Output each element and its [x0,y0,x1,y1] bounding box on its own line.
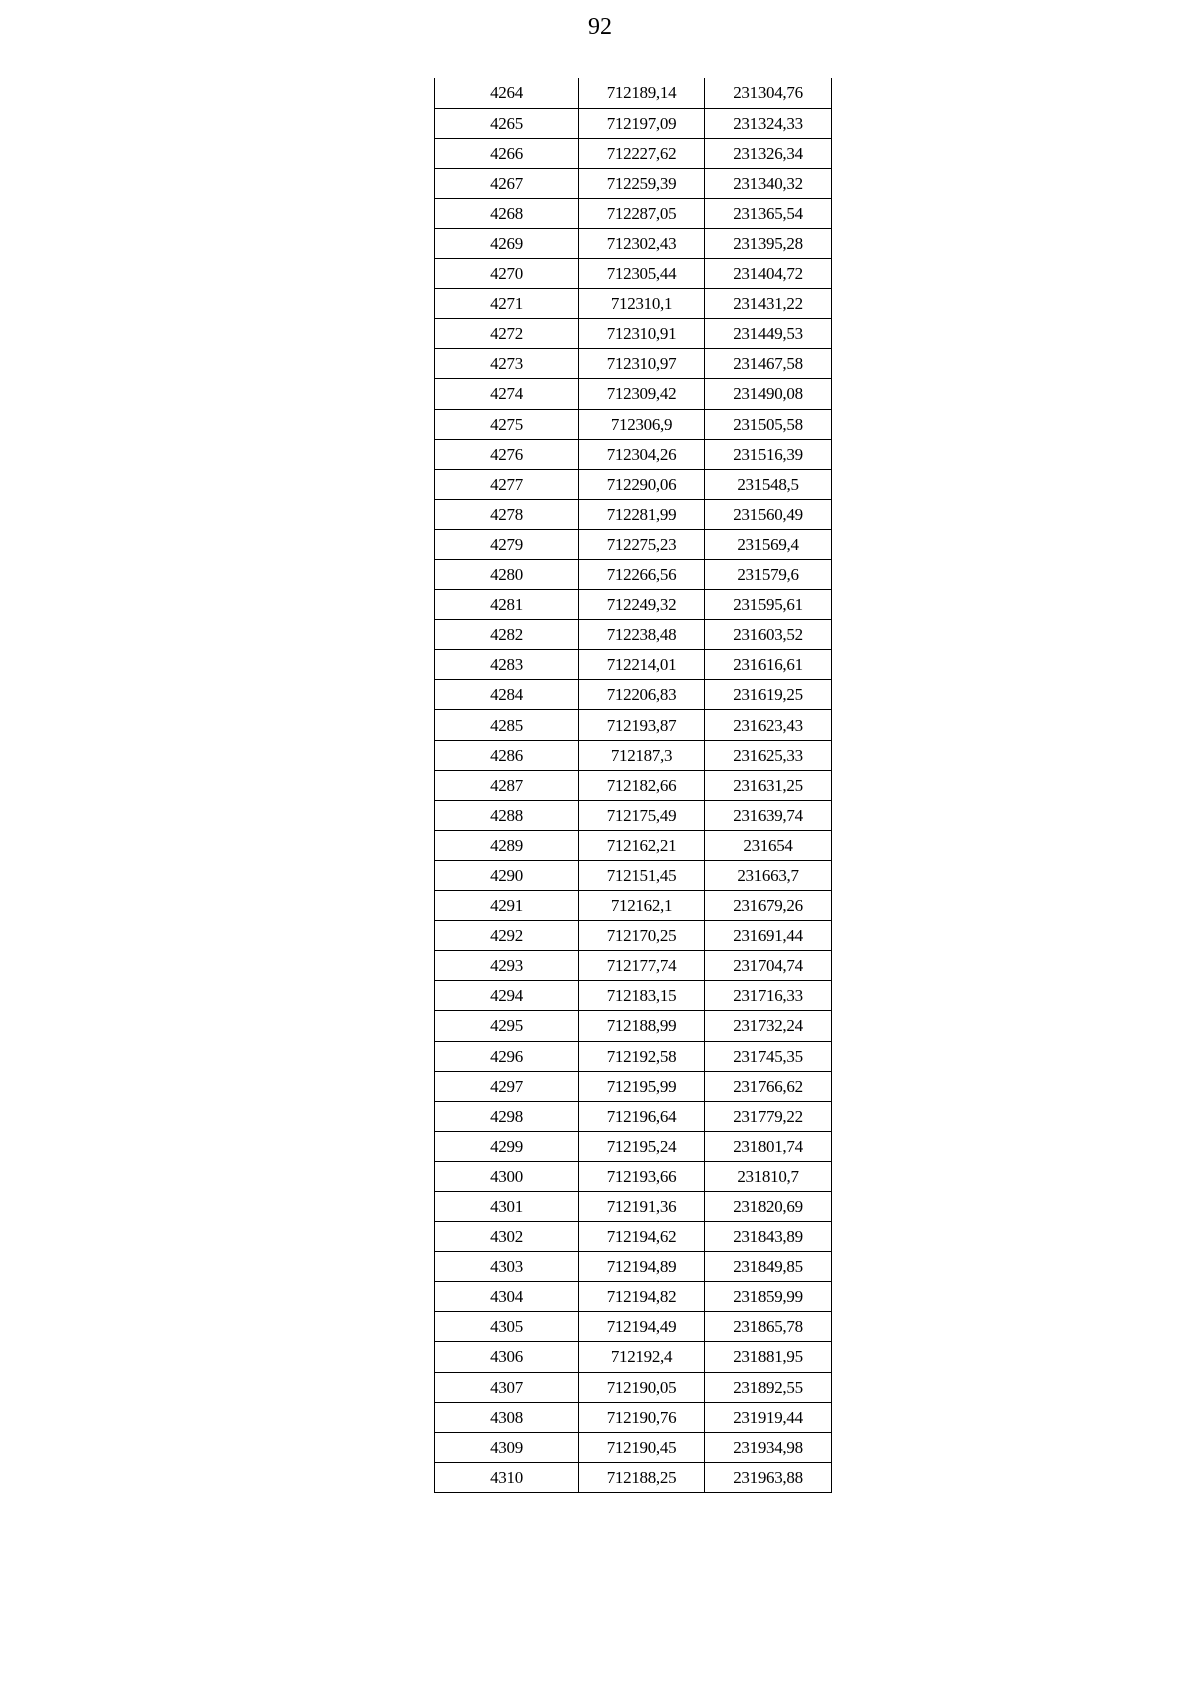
point-number-cell: 4296 [435,1041,579,1071]
table-row [435,259,832,289]
x-coordinate-cell: 712194,49 [579,1312,705,1342]
table-row [435,1282,832,1312]
table-row [435,499,832,529]
x-coordinate-cell: 712162,21 [579,830,705,860]
point-number-cell: 4288 [435,800,579,830]
point-number-cell: 4299 [435,1131,579,1161]
y-coordinate-cell: 231449,53 [705,319,832,349]
table-row [435,1011,832,1041]
table-row [435,770,832,800]
x-coordinate-cell: 712302,43 [579,228,705,258]
x-coordinate-cell: 712193,87 [579,710,705,740]
y-coordinate-cell: 231516,39 [705,439,832,469]
x-coordinate-cell: 712310,1 [579,289,705,319]
table-row [435,981,832,1011]
point-number-cell: 4264 [435,78,579,108]
table-row [435,1342,832,1372]
y-coordinate-cell: 231619,25 [705,680,832,710]
table-row [435,860,832,890]
x-coordinate-cell: 712195,99 [579,1071,705,1101]
x-coordinate-cell: 712193,66 [579,1161,705,1191]
x-coordinate-cell: 712187,3 [579,740,705,770]
table-row [435,1432,832,1462]
table-row [435,650,832,680]
table-row [435,1252,832,1282]
point-number-cell: 4294 [435,981,579,1011]
x-coordinate-cell: 712309,42 [579,379,705,409]
table-row [435,469,832,499]
point-number-cell: 4307 [435,1372,579,1402]
table-row [435,138,832,168]
x-coordinate-cell: 712190,05 [579,1372,705,1402]
point-number-cell: 4302 [435,1222,579,1252]
table-row [435,1222,832,1252]
y-coordinate-cell: 231548,5 [705,469,832,499]
x-coordinate-cell: 712195,24 [579,1131,705,1161]
x-coordinate-cell: 712194,62 [579,1222,705,1252]
x-coordinate-cell: 712238,48 [579,620,705,650]
point-number-cell: 4284 [435,680,579,710]
table-row [435,439,832,469]
table-row [435,198,832,228]
y-coordinate-cell: 231404,72 [705,259,832,289]
table-row [435,1191,832,1221]
y-coordinate-cell: 231304,76 [705,78,832,108]
y-coordinate-cell: 231704,74 [705,951,832,981]
y-coordinate-cell: 231560,49 [705,499,832,529]
point-number-cell: 4291 [435,891,579,921]
point-number-cell: 4280 [435,560,579,590]
x-coordinate-cell: 712162,1 [579,891,705,921]
y-coordinate-cell: 231326,34 [705,138,832,168]
point-number-cell: 4283 [435,650,579,680]
point-number-cell: 4295 [435,1011,579,1041]
table-row [435,1071,832,1101]
x-coordinate-cell: 712188,25 [579,1462,705,1492]
x-coordinate-cell: 712304,26 [579,439,705,469]
table-row [435,319,832,349]
page-number: 92 [588,14,612,40]
x-coordinate-cell: 712310,91 [579,319,705,349]
point-number-cell: 4289 [435,830,579,860]
point-number-cell: 4281 [435,590,579,620]
y-coordinate-cell: 231881,95 [705,1342,832,1372]
table-row [435,830,832,860]
point-number-cell: 4270 [435,259,579,289]
point-number-cell: 4278 [435,499,579,529]
table-row [435,740,832,770]
table-row [435,168,832,198]
table-row [435,1041,832,1071]
coordinates-table [434,78,832,1493]
y-coordinate-cell: 231431,22 [705,289,832,319]
y-coordinate-cell: 231603,52 [705,620,832,650]
table-row [435,800,832,830]
point-number-cell: 4273 [435,349,579,379]
point-number-cell: 4297 [435,1071,579,1101]
table-row [435,289,832,319]
point-number-cell: 4266 [435,138,579,168]
x-coordinate-cell: 712214,01 [579,650,705,680]
point-number-cell: 4286 [435,740,579,770]
x-coordinate-cell: 712188,99 [579,1011,705,1041]
table-row [435,349,832,379]
point-number-cell: 4303 [435,1252,579,1282]
x-coordinate-cell: 712194,89 [579,1252,705,1282]
x-coordinate-cell: 712259,39 [579,168,705,198]
table-row [435,921,832,951]
x-coordinate-cell: 712189,14 [579,78,705,108]
y-coordinate-cell: 231919,44 [705,1402,832,1432]
y-coordinate-cell: 231654 [705,830,832,860]
coordinates-table-body [435,78,832,1492]
point-number-cell: 4275 [435,409,579,439]
x-coordinate-cell: 712306,9 [579,409,705,439]
table-row [435,108,832,138]
table-row [435,560,832,590]
x-coordinate-cell: 712287,05 [579,198,705,228]
y-coordinate-cell: 231810,7 [705,1161,832,1191]
x-coordinate-cell: 712197,09 [579,108,705,138]
table-row [435,1161,832,1191]
y-coordinate-cell: 231505,58 [705,409,832,439]
y-coordinate-cell: 231892,55 [705,1372,832,1402]
y-coordinate-cell: 231801,74 [705,1131,832,1161]
point-number-cell: 4271 [435,289,579,319]
table-row [435,228,832,258]
point-number-cell: 4287 [435,770,579,800]
x-coordinate-cell: 712151,45 [579,860,705,890]
y-coordinate-cell: 231631,25 [705,770,832,800]
y-coordinate-cell: 231365,54 [705,198,832,228]
y-coordinate-cell: 231490,08 [705,379,832,409]
x-coordinate-cell: 712310,97 [579,349,705,379]
point-number-cell: 4285 [435,710,579,740]
x-coordinate-cell: 712190,45 [579,1432,705,1462]
x-coordinate-cell: 712290,06 [579,469,705,499]
y-coordinate-cell: 231569,4 [705,529,832,559]
y-coordinate-cell: 231934,98 [705,1432,832,1462]
point-number-cell: 4306 [435,1342,579,1372]
x-coordinate-cell: 712192,4 [579,1342,705,1372]
point-number-cell: 4279 [435,529,579,559]
point-number-cell: 4308 [435,1402,579,1432]
y-coordinate-cell: 231340,32 [705,168,832,198]
table-row [435,590,832,620]
y-coordinate-cell: 231732,24 [705,1011,832,1041]
y-coordinate-cell: 231663,7 [705,860,832,890]
table-row [435,409,832,439]
point-number-cell: 4304 [435,1282,579,1312]
table-row [435,1312,832,1342]
table-row [435,710,832,740]
table-row [435,891,832,921]
y-coordinate-cell: 231623,43 [705,710,832,740]
table-row [435,620,832,650]
table-row [435,379,832,409]
table-row [435,1372,832,1402]
y-coordinate-cell: 231766,62 [705,1071,832,1101]
x-coordinate-cell: 712177,74 [579,951,705,981]
point-number-cell: 4300 [435,1161,579,1191]
y-coordinate-cell: 231843,89 [705,1222,832,1252]
y-coordinate-cell: 231639,74 [705,800,832,830]
point-number-cell: 4309 [435,1432,579,1462]
x-coordinate-cell: 712183,15 [579,981,705,1011]
x-coordinate-cell: 712249,32 [579,590,705,620]
table-row [435,680,832,710]
y-coordinate-cell: 231865,78 [705,1312,832,1342]
x-coordinate-cell: 712227,62 [579,138,705,168]
point-number-cell: 4301 [435,1191,579,1221]
y-coordinate-cell: 231579,6 [705,560,832,590]
x-coordinate-cell: 712305,44 [579,259,705,289]
y-coordinate-cell: 231595,61 [705,590,832,620]
point-number-cell: 4277 [435,469,579,499]
table-row [435,1131,832,1161]
table-row [435,951,832,981]
x-coordinate-cell: 712175,49 [579,800,705,830]
point-number-cell: 4305 [435,1312,579,1342]
x-coordinate-cell: 712170,25 [579,921,705,951]
table-row [435,1462,832,1492]
table-row [435,78,832,108]
point-number-cell: 4272 [435,319,579,349]
x-coordinate-cell: 712196,64 [579,1101,705,1131]
point-number-cell: 4274 [435,379,579,409]
y-coordinate-cell: 231963,88 [705,1462,832,1492]
point-number-cell: 4265 [435,108,579,138]
point-number-cell: 4276 [435,439,579,469]
point-number-cell: 4282 [435,620,579,650]
y-coordinate-cell: 231820,69 [705,1191,832,1221]
y-coordinate-cell: 231324,33 [705,108,832,138]
y-coordinate-cell: 231716,33 [705,981,832,1011]
x-coordinate-cell: 712281,99 [579,499,705,529]
point-number-cell: 4310 [435,1462,579,1492]
y-coordinate-cell: 231779,22 [705,1101,832,1131]
y-coordinate-cell: 231467,58 [705,349,832,379]
x-coordinate-cell: 712190,76 [579,1402,705,1432]
y-coordinate-cell: 231625,33 [705,740,832,770]
y-coordinate-cell: 231745,35 [705,1041,832,1071]
y-coordinate-cell: 231679,26 [705,891,832,921]
x-coordinate-cell: 712275,23 [579,529,705,559]
y-coordinate-cell: 231859,99 [705,1282,832,1312]
point-number-cell: 4267 [435,168,579,198]
y-coordinate-cell: 231691,44 [705,921,832,951]
x-coordinate-cell: 712194,82 [579,1282,705,1312]
x-coordinate-cell: 712266,56 [579,560,705,590]
point-number-cell: 4290 [435,860,579,890]
point-number-cell: 4298 [435,1101,579,1131]
point-number-cell: 4268 [435,198,579,228]
x-coordinate-cell: 712182,66 [579,770,705,800]
y-coordinate-cell: 231395,28 [705,228,832,258]
table-row [435,529,832,559]
point-number-cell: 4293 [435,951,579,981]
point-number-cell: 4269 [435,228,579,258]
y-coordinate-cell: 231849,85 [705,1252,832,1282]
table-row [435,1402,832,1432]
x-coordinate-cell: 712206,83 [579,680,705,710]
x-coordinate-cell: 712191,36 [579,1191,705,1221]
table-row [435,1101,832,1131]
y-coordinate-cell: 231616,61 [705,650,832,680]
point-number-cell: 4292 [435,921,579,951]
x-coordinate-cell: 712192,58 [579,1041,705,1071]
